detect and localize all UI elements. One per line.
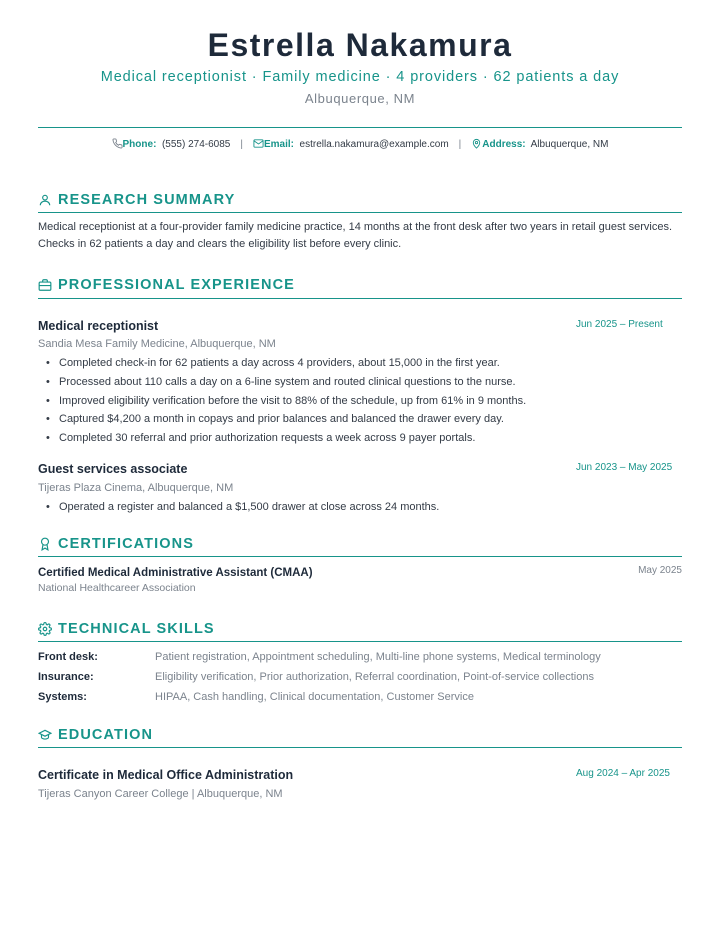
job-bullet-list — [46, 354, 676, 448]
certifications-title: CERTIFICATIONS — [58, 536, 194, 552]
skills-heading — [38, 620, 215, 638]
education-school: Tijeras Canyon Career College | Albuquerque, NM — [38, 788, 283, 800]
experience-heading — [38, 276, 295, 294]
education-dates: Aug 2024 – Apr 2025 — [576, 768, 670, 779]
headline-tagline: Medical receptionist · Family medicine · 4 providers · 62 patients a day — [100, 69, 620, 85]
skill-category: Insurance: — [38, 671, 94, 683]
section-divider — [38, 747, 682, 748]
summary-text: Medical receptionist at a four-provider family medicine practice, 14 months at the front desk after two years in retail guest services. Checks in 62 patients a day and clears the eligibility list before every clinic. — [38, 221, 673, 250]
job-bullet: • Completed check-in for 62 patients a day across 4 providers, about 15,000 in the first year. — [46, 354, 676, 373]
job-organization: Sandia Mesa Family Medicine, Albuquerque, NM — [38, 338, 276, 350]
job-role: Medical receptionist — [38, 319, 159, 333]
section-divider — [38, 556, 682, 557]
map-pin-icon — [471, 139, 482, 150]
certification-name: Certified Medical Administrative Assistant (CMAA) — [38, 567, 313, 579]
skill-values: Eligibility verification, Prior authorization, Referral coordination, Point-of-service collections — [155, 671, 594, 683]
job-bullet: • Operated a register and balanced a $1,500 drawer at close across 24 months. — [46, 498, 676, 517]
header-location: Albuquerque, NM — [304, 91, 416, 106]
job-dates: Jun 2025 – Present — [576, 319, 663, 330]
skill-values: Patient registration, Appointment scheduling, Multi-line phone systems, Medical terminology — [155, 651, 601, 663]
header-divider — [38, 127, 682, 128]
contact-bar — [0, 138, 720, 151]
experience-title: PROFESSIONAL EXPERIENCE — [58, 277, 295, 293]
phone-icon — [112, 139, 123, 150]
section-divider — [38, 298, 682, 299]
education-heading — [38, 726, 153, 744]
gear-icon — [38, 622, 52, 636]
job-bullet-list — [46, 498, 676, 517]
skill-values: HIPAA, Cash handling, Clinical documentation, Customer Service — [155, 691, 474, 703]
job-bullet: • Completed 30 referral and prior authorization requests a week across 9 payer portals. — [46, 429, 676, 448]
address-label: Address: — [482, 139, 526, 150]
phone-label: Phone: — [122, 139, 157, 150]
job-bullet: • Processed about 110 calls a day on a 6-line system and routed clinical questions to the nurse. — [46, 373, 676, 392]
education-title: EDUCATION — [58, 727, 154, 743]
mail-icon — [253, 139, 264, 150]
skill-category: Front desk: — [38, 651, 98, 663]
summary-title: RESEARCH SUMMARY — [58, 192, 236, 208]
graduation-cap-icon — [38, 728, 52, 742]
summary-heading — [38, 191, 235, 209]
education-degree: Certificate in Medical Office Administration — [38, 768, 294, 782]
briefcase-icon — [38, 278, 52, 292]
certification-date: May 2025 — [638, 565, 682, 576]
email-value[interactable]: estrella.nakamura@example.com — [299, 139, 449, 150]
job-dates: Jun 2023 – May 2025 — [576, 462, 673, 473]
certifications-heading — [38, 535, 194, 553]
skill-category: Systems: — [38, 691, 87, 703]
contact-separator: | — [458, 139, 462, 150]
phone-value[interactable]: (555) 274-6085 — [161, 139, 231, 150]
certification-issuer: National Healthcareer Association — [38, 582, 196, 594]
contact-separator: | — [240, 139, 243, 150]
section-divider — [38, 641, 682, 642]
email-label: Email: — [263, 139, 294, 150]
award-icon — [38, 537, 52, 551]
candidate-name: Estrella Nakamura — [207, 27, 513, 63]
job-bullet: • Captured $4,200 a month in copays and prior balances and balanced the drawer every day. — [46, 410, 676, 429]
address-value: Albuquerque, NM — [530, 139, 609, 150]
skills-title: TECHNICAL SKILLS — [58, 621, 215, 637]
job-role: Guest services associate — [38, 462, 188, 476]
job-organization: Tijeras Plaza Cinema, Albuquerque, NM — [38, 482, 234, 494]
person-icon — [38, 193, 52, 207]
section-divider — [38, 212, 682, 213]
job-bullet: • Improved eligibility verification before the visit to 88% of the schedule, up from 61% in 9 months. — [46, 392, 676, 411]
